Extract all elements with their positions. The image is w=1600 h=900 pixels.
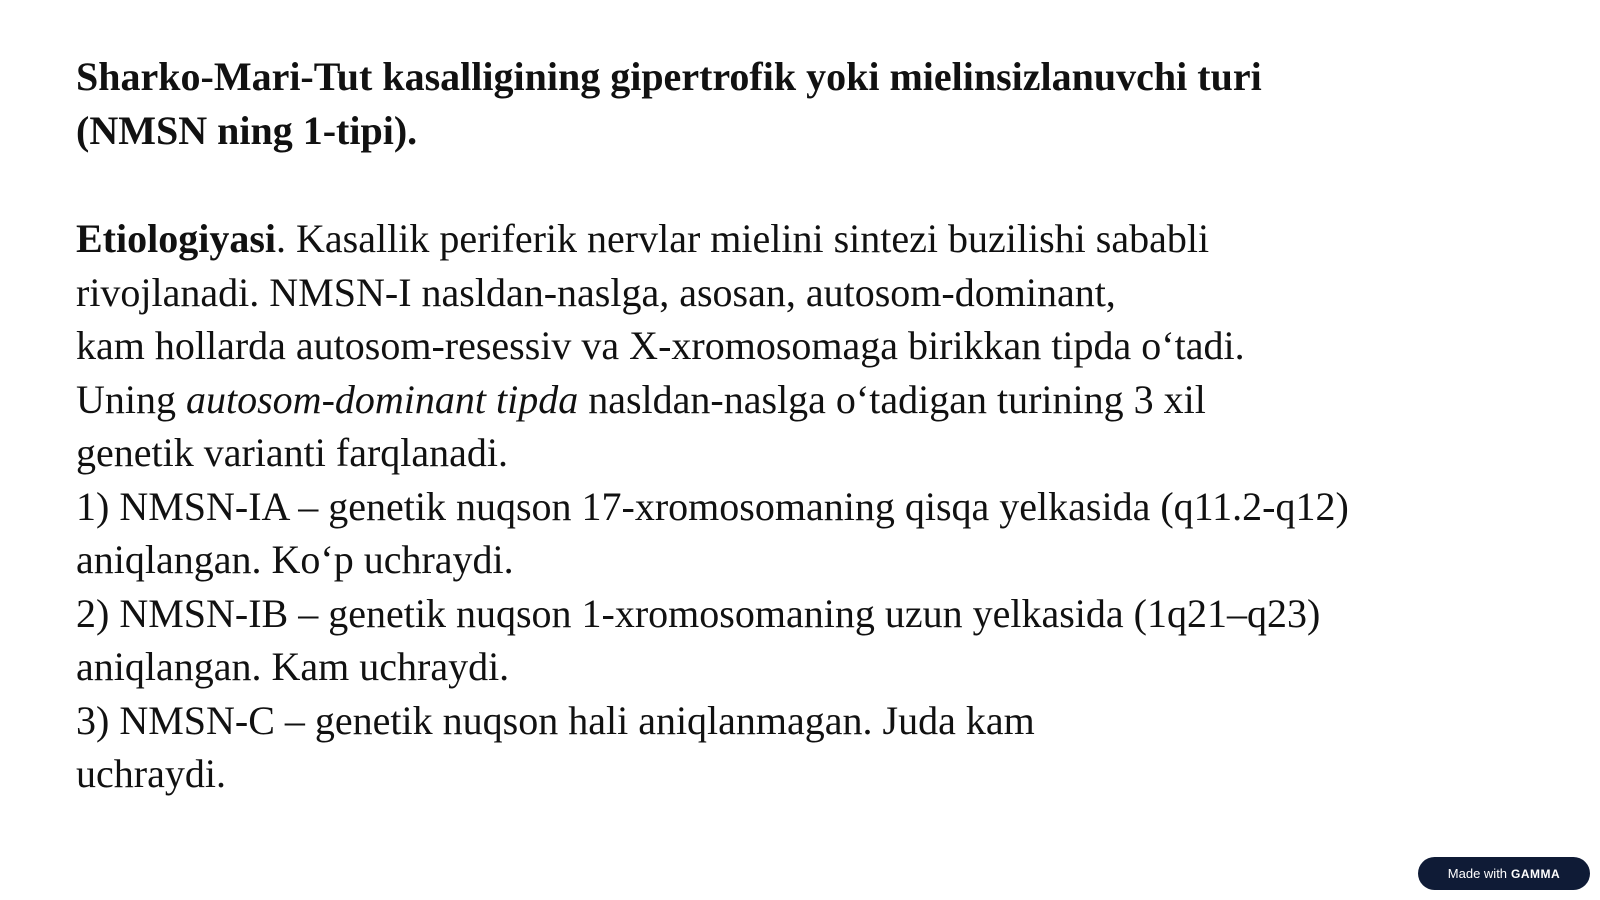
variant-2-line-1: 2) NMSN-IB – genetik nuqson 1-xromosomaning uzun yelkasida (1q21–q23): [76, 590, 1321, 636]
etiology-line-2: rivojlanadi. NMSN-I nasldan-naslga, asosan, autosom-dominant,: [76, 269, 1116, 315]
variant-2-line-2: aniqlangan. Kam uchraydi.: [76, 644, 510, 689]
etiology-line-5: genetik varianti farqlanadi.: [76, 430, 509, 475]
badge-prefix: Made with: [1447, 866, 1508, 881]
made-with-gamma-badge[interactable]: [1418, 857, 1590, 890]
variant-1-line-2: aniqlangan. Ko‘p uchraydi.: [76, 537, 514, 582]
etiology-label: Etiologiyasi: [76, 216, 277, 261]
etiology-line-4: [76, 373, 1556, 427]
etiology-line-4-pre: Uning: [76, 376, 186, 422]
slide-title: [76, 50, 1556, 158]
title-line-2: (NMSN ning 1-tipi).: [76, 108, 418, 153]
slide-content: [76, 50, 1556, 801]
etiology-line-1: [76, 212, 1556, 266]
etiology-line-3: kam hollarda autosom-resessiv va X-xromosomaga birikkan tipda o‘tadi.: [76, 323, 1245, 368]
etiology-line-1-text: . Kasallik periferik nervlar mielini sintezi buzilishi sababli: [276, 216, 1210, 261]
etiology-line-4-italic: autosom-dominant tipda: [186, 376, 579, 422]
title-line-1: Sharko-Mari-Tut kasalligining gipertrofik yoki mielinsizlanuvchi turi: [76, 54, 1262, 99]
etiology-line-4-post: nasldan-naslga o‘tadigan turining 3 xil: [578, 376, 1206, 422]
slide-body: [76, 212, 1556, 801]
variant-1-line-1: 1) NMSN-IA – genetik nuqson 17-xromosomaning qisqa yelkasida (q11.2-q12): [76, 483, 1349, 529]
variant-3-line-1: 3) NMSN-C – genetik nuqson hali aniqlanmagan. Juda kam: [76, 697, 1035, 743]
variant-3-line-2: uchraydi.: [76, 751, 226, 796]
gamma-logo: GAMMA: [1511, 866, 1561, 881]
